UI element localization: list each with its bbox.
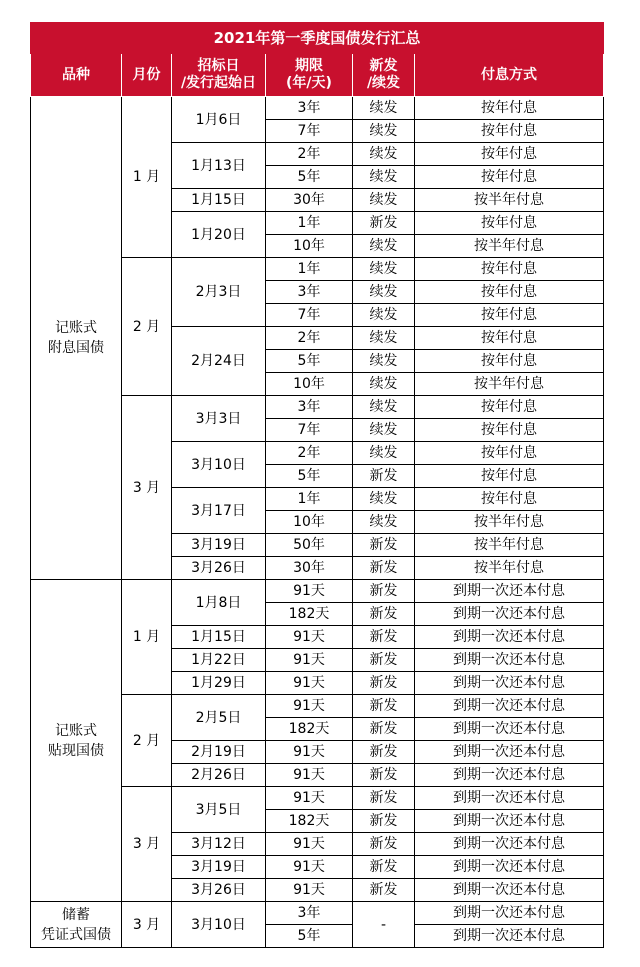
bond-summary-table-container — [30, 22, 603, 948]
status-cell: 新发 — [353, 580, 415, 603]
status-cell: 新发 — [353, 672, 415, 695]
status-cell: 续发 — [353, 258, 415, 281]
header-variety: 品种 — [31, 54, 122, 97]
month-cell: 2 月 — [122, 695, 172, 787]
term-cell: 91天 — [266, 856, 353, 879]
term-cell: 182天 — [266, 810, 353, 833]
payment-cell: 到期一次还本付息 — [415, 626, 604, 649]
term-cell: 1年 — [266, 258, 353, 281]
term-cell: 10年 — [266, 235, 353, 258]
table-row — [31, 580, 604, 603]
status-cell: 续发 — [353, 281, 415, 304]
payment-cell: 到期一次还本付息 — [415, 695, 604, 718]
term-cell: 5年 — [266, 925, 353, 948]
payment-cell: 按年付息 — [415, 258, 604, 281]
date-cell: 1月29日 — [172, 672, 266, 695]
status-cell: 续发 — [353, 327, 415, 350]
term-cell: 91天 — [266, 787, 353, 810]
payment-cell: 按年付息 — [415, 327, 604, 350]
payment-cell: 按年付息 — [415, 304, 604, 327]
payment-cell: 到期一次还本付息 — [415, 649, 604, 672]
payment-cell: 按年付息 — [415, 396, 604, 419]
table-row — [31, 902, 604, 925]
term-cell: 1年 — [266, 488, 353, 511]
payment-cell: 按年付息 — [415, 465, 604, 488]
status-cell: 新发 — [353, 718, 415, 741]
term-cell: 182天 — [266, 718, 353, 741]
payment-cell: 到期一次还本付息 — [415, 833, 604, 856]
status-cell: 续发 — [353, 97, 415, 120]
variety-cell: 储蓄 凭证式国债 — [31, 902, 122, 948]
status-cell: 续发 — [353, 488, 415, 511]
term-cell: 3年 — [266, 396, 353, 419]
term-cell: 91天 — [266, 695, 353, 718]
term-cell: 182天 — [266, 603, 353, 626]
term-cell: 5年 — [266, 166, 353, 189]
month-cell: 3 月 — [122, 787, 172, 902]
term-cell: 10年 — [266, 373, 353, 396]
date-cell: 2月19日 — [172, 741, 266, 764]
payment-cell: 按年付息 — [415, 442, 604, 465]
month-cell: 1 月 — [122, 97, 172, 258]
date-cell: 2月5日 — [172, 695, 266, 741]
status-cell: 续发 — [353, 511, 415, 534]
payment-cell: 按年付息 — [415, 120, 604, 143]
term-cell: 1年 — [266, 212, 353, 235]
date-cell: 1月15日 — [172, 626, 266, 649]
variety-cell: 记账式 贴现国债 — [31, 580, 122, 902]
date-cell: 1月6日 — [172, 97, 266, 143]
header-new-or-continued: 新发 /续发 — [353, 54, 415, 97]
status-cell: 新发 — [353, 833, 415, 856]
date-cell: 1月13日 — [172, 143, 266, 189]
header-term: 期限 (年/天) — [266, 54, 353, 97]
status-cell: 新发 — [353, 626, 415, 649]
date-cell: 2月3日 — [172, 258, 266, 327]
payment-cell: 按年付息 — [415, 350, 604, 373]
payment-cell: 按年付息 — [415, 143, 604, 166]
table-title: 2021年第一季度国债发行汇总 — [31, 23, 604, 54]
term-cell: 91天 — [266, 580, 353, 603]
status-cell: 续发 — [353, 373, 415, 396]
term-cell: 3年 — [266, 281, 353, 304]
term-cell: 7年 — [266, 120, 353, 143]
status-cell: 新发 — [353, 856, 415, 879]
term-cell: 2年 — [266, 143, 353, 166]
date-cell: 1月8日 — [172, 580, 266, 626]
status-cell: 新发 — [353, 764, 415, 787]
term-cell: 30年 — [266, 189, 353, 212]
payment-cell: 到期一次还本付息 — [415, 764, 604, 787]
date-cell: 1月22日 — [172, 649, 266, 672]
payment-cell: 到期一次还本付息 — [415, 672, 604, 695]
payment-cell: 到期一次还本付息 — [415, 810, 604, 833]
variety-cell: 记账式 附息国债 — [31, 97, 122, 580]
date-cell: 2月24日 — [172, 327, 266, 396]
payment-cell: 按年付息 — [415, 97, 604, 120]
term-cell: 91天 — [266, 879, 353, 902]
date-cell: 3月10日 — [172, 902, 266, 948]
term-cell: 3年 — [266, 97, 353, 120]
term-cell: 91天 — [266, 741, 353, 764]
status-cell: 新发 — [353, 810, 415, 833]
table-row — [31, 97, 604, 120]
term-cell: 2年 — [266, 327, 353, 350]
payment-cell: 到期一次还本付息 — [415, 787, 604, 810]
status-cell: 新发 — [353, 879, 415, 902]
term-cell: 30年 — [266, 557, 353, 580]
payment-cell: 按半年付息 — [415, 534, 604, 557]
payment-cell: 到期一次还本付息 — [415, 856, 604, 879]
payment-cell: 按年付息 — [415, 212, 604, 235]
status-cell: 新发 — [353, 695, 415, 718]
term-cell: 2年 — [266, 442, 353, 465]
date-cell: 2月26日 — [172, 764, 266, 787]
payment-cell: 按年付息 — [415, 419, 604, 442]
status-cell: 新发 — [353, 787, 415, 810]
date-cell: 3月12日 — [172, 833, 266, 856]
status-cell: 续发 — [353, 189, 415, 212]
term-cell: 91天 — [266, 626, 353, 649]
payment-cell: 按半年付息 — [415, 189, 604, 212]
date-cell: 3月26日 — [172, 557, 266, 580]
header-month: 月份 — [122, 54, 172, 97]
payment-cell: 按半年付息 — [415, 235, 604, 258]
month-cell: 3 月 — [122, 396, 172, 580]
status-cell: 续发 — [353, 120, 415, 143]
payment-cell: 按半年付息 — [415, 511, 604, 534]
date-cell: 3月3日 — [172, 396, 266, 442]
status-cell: - — [353, 902, 415, 948]
header-row — [31, 54, 604, 97]
date-cell: 3月17日 — [172, 488, 266, 534]
payment-cell: 按半年付息 — [415, 373, 604, 396]
term-cell: 91天 — [266, 672, 353, 695]
payment-cell: 到期一次还本付息 — [415, 741, 604, 764]
status-cell: 续发 — [353, 235, 415, 258]
status-cell: 新发 — [353, 557, 415, 580]
status-cell: 续发 — [353, 396, 415, 419]
term-cell: 7年 — [266, 304, 353, 327]
term-cell: 7年 — [266, 419, 353, 442]
payment-cell: 按年付息 — [415, 166, 604, 189]
term-cell: 91天 — [266, 764, 353, 787]
header-date: 招标日 /发行起始日 — [172, 54, 266, 97]
status-cell: 续发 — [353, 143, 415, 166]
status-cell: 新发 — [353, 465, 415, 488]
month-cell: 2 月 — [122, 258, 172, 396]
payment-cell: 到期一次还本付息 — [415, 902, 604, 925]
payment-cell: 到期一次还本付息 — [415, 879, 604, 902]
month-cell: 3 月 — [122, 902, 172, 948]
term-cell: 91天 — [266, 649, 353, 672]
status-cell: 续发 — [353, 166, 415, 189]
payment-cell: 到期一次还本付息 — [415, 580, 604, 603]
date-cell: 3月5日 — [172, 787, 266, 833]
status-cell: 新发 — [353, 534, 415, 557]
date-cell: 1月15日 — [172, 189, 266, 212]
term-cell: 5年 — [266, 350, 353, 373]
header-payment-method: 付息方式 — [415, 54, 604, 97]
date-cell: 3月19日 — [172, 534, 266, 557]
payment-cell: 到期一次还本付息 — [415, 718, 604, 741]
status-cell: 新发 — [353, 603, 415, 626]
term-cell: 91天 — [266, 833, 353, 856]
status-cell: 续发 — [353, 419, 415, 442]
month-cell: 1 月 — [122, 580, 172, 695]
status-cell: 新发 — [353, 649, 415, 672]
term-cell: 5年 — [266, 465, 353, 488]
term-cell: 3年 — [266, 902, 353, 925]
date-cell: 3月19日 — [172, 856, 266, 879]
status-cell: 续发 — [353, 304, 415, 327]
status-cell: 新发 — [353, 212, 415, 235]
status-cell: 续发 — [353, 350, 415, 373]
payment-cell: 按半年付息 — [415, 557, 604, 580]
term-cell: 50年 — [266, 534, 353, 557]
payment-cell: 按年付息 — [415, 281, 604, 304]
date-cell: 3月26日 — [172, 879, 266, 902]
payment-cell: 到期一次还本付息 — [415, 603, 604, 626]
payment-cell: 到期一次还本付息 — [415, 925, 604, 948]
date-cell: 1月20日 — [172, 212, 266, 258]
status-cell: 续发 — [353, 442, 415, 465]
date-cell: 3月10日 — [172, 442, 266, 488]
term-cell: 10年 — [266, 511, 353, 534]
status-cell: 新发 — [353, 741, 415, 764]
payment-cell: 按年付息 — [415, 488, 604, 511]
bond-summary-table — [30, 22, 604, 948]
